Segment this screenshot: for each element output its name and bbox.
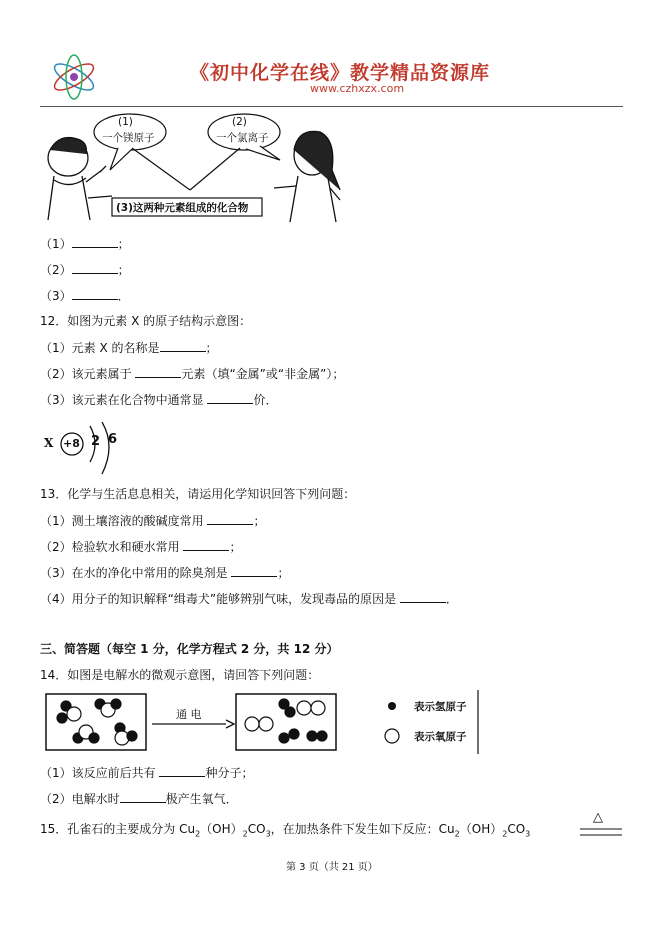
- atom-shell1: 2: [91, 434, 101, 449]
- q12-stem: 12．如图为元素 X 的原子结构示意图：: [40, 314, 252, 328]
- q11-illustration: [40, 110, 350, 228]
- bubble2-num: (2): [232, 116, 247, 128]
- q13-part3: （3）在水的净化中常用的除臭剂是 ；: [40, 566, 290, 580]
- boy-figure: [48, 138, 112, 220]
- q13-stem: 13．化学与生活息息相关，请运用化学知识回答下列问题：: [40, 487, 356, 501]
- header-banner: [40, 48, 623, 107]
- q14-part1: （1）该反应前后共有 种分子；: [40, 766, 254, 780]
- q15-text: 15．孔雀石的主要成分为 $Cu_2(OH)_2CO_3$，在加热条件下发生如下反应：$Cu_2(OH)_2CO_3$: [40, 822, 531, 839]
- arrow-label: 通 电: [176, 708, 202, 721]
- q12-part1: （1）元素 X 的名称是 ；: [40, 341, 218, 355]
- bubble1-text: 一个镁原子: [102, 132, 155, 144]
- q12-part2: （2）该元素属于 元素（填“金属”或“非金属”）；: [40, 367, 345, 381]
- heat-symbol-box: [580, 810, 622, 840]
- q13-part1: （1）测土壤溶液的酸碱度常用 ；: [40, 514, 266, 528]
- legend-oxygen: 表示氧原子: [414, 731, 467, 743]
- atom-shell2: 6: [108, 432, 118, 447]
- atom-shells: [42, 422, 132, 478]
- atom-structure-diagram: [42, 422, 132, 478]
- heat-symbol: △: [593, 810, 603, 825]
- header-url: www.czhxzx.com: [310, 82, 405, 95]
- atom-nucleus: +8: [63, 437, 80, 450]
- legend-hydrogen: 表示氢原子: [414, 701, 467, 713]
- electrolysis-diagram: [40, 690, 490, 754]
- q11-answer-1: （1） ；: [40, 237, 130, 251]
- q12-part3: （3）该元素在化合物中通常显 价．: [40, 393, 278, 407]
- bubble1-num: (1): [118, 116, 133, 128]
- bubble3-text: (3)这两种元素组成的化合物: [116, 202, 249, 214]
- q13-part2: （2）检验软水和硬水常用 ；: [40, 540, 242, 554]
- atom-logo-icon: [48, 52, 100, 102]
- q14-stem: 14．如图是电解水的微观示意图，请回答下列问题：: [40, 668, 320, 682]
- header-title: 《初中化学在线》教学精品资源库: [190, 62, 491, 84]
- q11-answer-2: （2） ；: [40, 263, 130, 277]
- section3-heading: 三、简答题（每空 1 分，化学方程式 2 分，共 12 分）: [40, 642, 339, 656]
- bubble2-text: 一个氯离子: [216, 132, 269, 144]
- page-footer: 第 3 页（共 21 页）: [286, 862, 378, 873]
- girl-figure: [274, 131, 340, 222]
- q14-part2: （2）电解水时 极产生氧气．: [40, 792, 238, 806]
- heat-arrow-lines: [580, 826, 622, 840]
- q11-answer-3: （3） ．: [40, 289, 130, 303]
- q13-part4: （4）用分子的知识解释“缉毒犬”能够辨别气味，发现毒品的原因是 ．: [40, 592, 458, 606]
- atom-symbol: X: [44, 436, 54, 450]
